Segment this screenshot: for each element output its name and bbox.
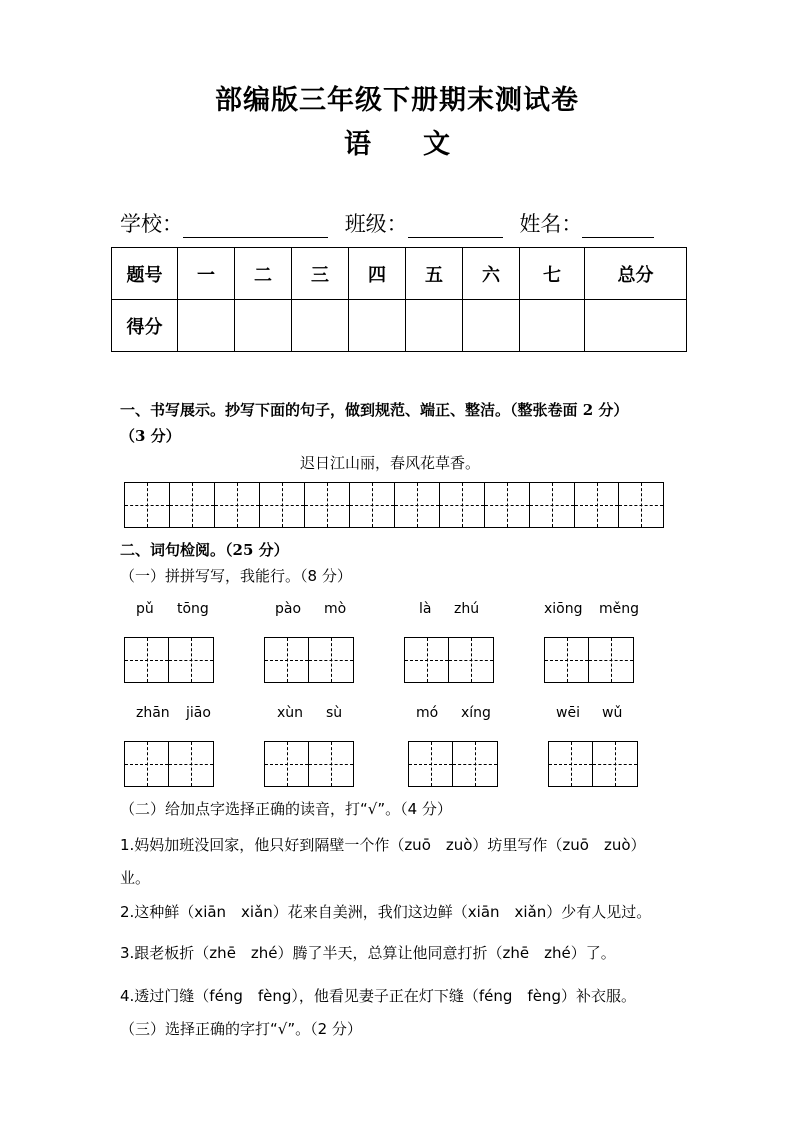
pinyin-syllable: mó — [416, 705, 439, 721]
score-table — [111, 247, 687, 352]
pinyin-syllable: xiōng — [544, 601, 583, 617]
writing-cell[interactable] — [305, 483, 350, 527]
score-table-score-row — [112, 300, 687, 352]
writing-cell[interactable] — [169, 638, 213, 682]
score-cell[interactable] — [463, 300, 520, 352]
pinyin-syllable: zhān — [136, 705, 170, 721]
school-blank[interactable] — [183, 215, 328, 238]
writing-cell[interactable] — [265, 638, 309, 682]
score-header-cell: 三 — [292, 248, 349, 300]
score-cell[interactable] — [292, 300, 349, 352]
part2-title: （二）给加点字选择正确的读音，打“√”。（4 分） — [120, 800, 452, 818]
writing-cell[interactable] — [309, 638, 353, 682]
writing-cell[interactable] — [395, 483, 440, 527]
subject-title — [0, 122, 794, 161]
subject-char-1: 语 — [344, 129, 371, 160]
writing-cell[interactable] — [215, 483, 260, 527]
writing-cell[interactable] — [589, 638, 633, 682]
writing-cell[interactable] — [350, 483, 395, 527]
section2-title: 二、词句检阅。（25 分） — [120, 541, 289, 559]
score-header-cell: 四 — [349, 248, 406, 300]
writing-cell[interactable] — [170, 483, 215, 527]
copy-writing-grid[interactable] — [124, 482, 664, 528]
writing-cell[interactable] — [593, 742, 637, 786]
answer-box-pair[interactable] — [408, 741, 498, 787]
answer-box-pair[interactable] — [124, 637, 214, 683]
pinyin-syllable: jiāo — [186, 705, 211, 721]
writing-cell[interactable] — [449, 638, 493, 682]
writing-cell[interactable] — [405, 638, 449, 682]
score-cell[interactable] — [235, 300, 292, 352]
score-header-cell: 七 — [520, 248, 585, 300]
score-header-cell: 六 — [463, 248, 520, 300]
pinyin-syllable: sù — [326, 705, 343, 721]
subject-char-2: 文 — [423, 129, 450, 160]
pinyin-syllable: pǔ — [136, 601, 154, 617]
answer-box-pair[interactable] — [124, 741, 214, 787]
score-table-header-row — [112, 248, 687, 300]
school-label: 学校： — [120, 212, 183, 236]
score-header-cell: 一 — [178, 248, 235, 300]
copy-sentence: 迟日江山丽，春风花草香。 — [300, 454, 481, 472]
answer-box-pair[interactable] — [264, 741, 354, 787]
answer-box-pair[interactable] — [548, 741, 638, 787]
writing-cell[interactable] — [125, 638, 169, 682]
question-3: 3.跟老板折（zhē zhé）腾了半天，总算让他同意打折（zhē zhé）了。 — [120, 944, 616, 962]
score-cell[interactable] — [585, 300, 687, 352]
score-row-label: 得分 — [112, 300, 178, 352]
writing-cell[interactable] — [409, 742, 453, 786]
part3-title: （三）选择正确的字打“√”。（2 分） — [120, 1020, 362, 1038]
score-cell[interactable] — [349, 300, 406, 352]
writing-cell[interactable] — [575, 483, 619, 527]
score-header-cell: 二 — [235, 248, 292, 300]
writing-cell[interactable] — [309, 742, 353, 786]
exam-title: 部编版三年级下册期末测试卷 — [215, 85, 579, 116]
class-label: 班级： — [344, 212, 408, 236]
writing-cell[interactable] — [265, 742, 309, 786]
answer-box-pair[interactable] — [544, 637, 634, 683]
pinyin-syllable: zhú — [454, 601, 480, 617]
score-header-cell: 题号 — [112, 248, 178, 300]
name-blank[interactable] — [582, 215, 654, 238]
writing-cell[interactable] — [260, 483, 305, 527]
question-1-line-2: 业。 — [120, 869, 151, 887]
class-blank[interactable] — [408, 215, 503, 238]
answer-box-pair[interactable] — [264, 637, 354, 683]
pinyin-syllable: měng — [599, 601, 640, 617]
score-cell[interactable] — [178, 300, 235, 352]
writing-cell[interactable] — [125, 742, 169, 786]
answer-box-pair[interactable] — [404, 637, 494, 683]
writing-cell[interactable] — [440, 483, 485, 527]
pinyin-syllable: pào — [275, 601, 302, 617]
question-2: 2.这种鲜（xiān xiǎn）花来自美洲，我们这边鲜（xiān xiǎn）少有人见过。 — [120, 903, 652, 921]
score-header-cell: 五 — [406, 248, 463, 300]
writing-cell[interactable] — [485, 483, 530, 527]
score-header-cell: 总分 — [585, 248, 687, 300]
section1-points: （3 分） — [120, 427, 181, 445]
question-1-line-1: 1.妈妈加班没回家，他只好到隔壁一个作（zuō zuò）坊里写作（zuō zuò） — [120, 836, 646, 854]
pinyin-syllable: xùn — [277, 705, 304, 721]
pinyin-syllable: wēi — [556, 705, 580, 721]
writing-cell[interactable] — [549, 742, 593, 786]
question-4: 4.透过门缝（féng fèng），他看见妻子正在灯下缝（féng fèng）补衣服。 — [120, 987, 636, 1005]
score-cell[interactable] — [520, 300, 585, 352]
writing-cell[interactable] — [545, 638, 589, 682]
writing-cell[interactable] — [125, 483, 170, 527]
score-cell[interactable] — [406, 300, 463, 352]
pinyin-syllable: mò — [324, 601, 347, 617]
student-info — [120, 208, 654, 238]
writing-cell[interactable] — [453, 742, 497, 786]
pinyin-syllable: là — [419, 601, 432, 617]
pinyin-syllable: xíng — [461, 705, 491, 721]
writing-cell[interactable] — [169, 742, 213, 786]
pinyin-syllable: tōng — [177, 601, 209, 617]
pinyin-syllable: wǔ — [602, 705, 623, 721]
section1-title: 一、书写展示。抄写下面的句子，做到规范、端正、整洁。（整张卷面 2 分） — [120, 401, 629, 419]
part1-title: （一）拼拼写写，我能行。（8 分） — [120, 567, 352, 585]
writing-cell[interactable] — [530, 483, 575, 527]
writing-cell[interactable] — [619, 483, 663, 527]
name-label: 姓名： — [519, 212, 583, 236]
